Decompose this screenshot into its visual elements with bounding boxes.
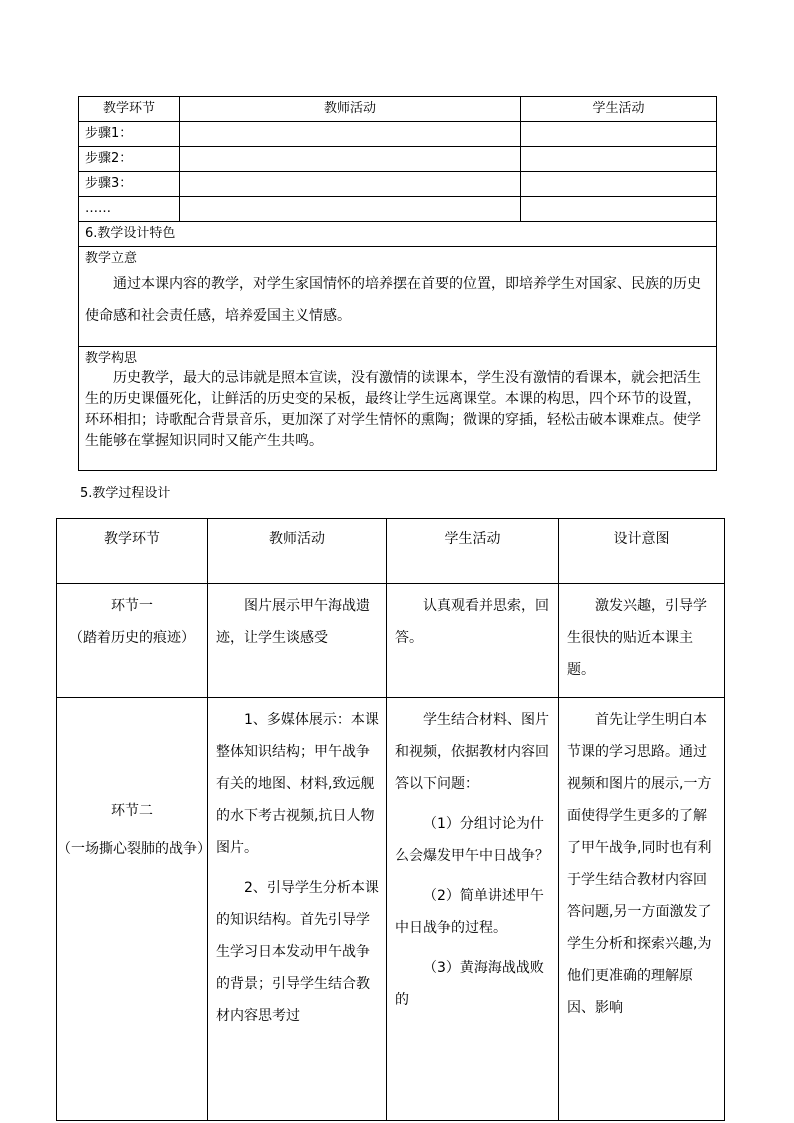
teacher-activity-item: 1、多媒体展示：本课整体知识结构；甲午战争有关的地图、材料,致远舰的水下考古视频,抗日人物图片。: [216, 712, 379, 856]
table-row: [57, 698, 725, 1121]
header-student-activity: 学生活动: [521, 97, 717, 122]
student-activity-item: 学生结合材料、图片和视频，依据教材内容回答以下问题：: [395, 712, 549, 792]
header-stage: 教学环节: [57, 519, 208, 584]
teaching-intent-text: 通过本课内容的教学，对学生家国情怀的培养摆在首要的位置，即培养学生对国家、民族的历史使命感和社会责任感，培养爱国主义情感。: [85, 276, 701, 324]
table-row: [79, 247, 717, 347]
stage-cell: [57, 698, 211, 1121]
stage-cell: [57, 584, 208, 698]
table-row: [79, 347, 717, 471]
teacher-activity-cell: 图片展示甲午海战遗迹，让学生谈感受: [208, 584, 387, 698]
header-stage: 教学环节: [79, 97, 180, 122]
step-label: 步骤1：: [79, 122, 180, 147]
teaching-concept-cell: [79, 347, 717, 471]
header-teacher-activity: 教师活动: [180, 97, 521, 122]
table-header-row: [79, 97, 717, 122]
table-row: [57, 584, 725, 698]
table-row: [79, 197, 717, 222]
teaching-intent-cell: [79, 247, 717, 347]
teaching-concept-text: 历史教学，最大的忌讳就是照本宣读，没有激情的读课本，学生没有激情的看课本，就会把活生生的历史课僵死化，让鲜活的历史变的呆板，最终让学生远离课堂。本课的构思，四个环节的设置，环环相扣；诗歌配合背景音乐，更加深了对学生情怀的熏陶；微课的穿插，轻松击破本课难点。使学生能够在掌握知识同时又能产生共鸣。: [85, 370, 701, 449]
design-features-heading: 6.教学设计特色: [79, 222, 717, 247]
teaching-concept-title: 教学构思: [85, 351, 138, 366]
table-row: [79, 147, 717, 172]
teacher-activity-cell: [208, 698, 387, 1121]
student-activity-cell: 认真观看并思索，回答。: [387, 584, 559, 698]
stage-name: 环节一: [111, 598, 153, 614]
teacher-activity-item: 2、引导学生分析本课的知识结构。首先引导学生学习日本发动甲午战争的背景；引导学生结合教材内容思考过: [216, 880, 379, 1024]
stage-subtitle: （一场撕心裂肺的战争）: [57, 841, 211, 857]
table-row: [79, 222, 717, 247]
student-activity-item: （2）简单讲述甲午中日战争的过程。: [395, 888, 544, 936]
step-label: 步骤3：: [79, 172, 180, 197]
student-activity-item: （1）分组讨论为什么会爆发甲午中日战争？: [395, 816, 549, 864]
step-label: ……: [79, 197, 180, 222]
design-intent-text: 首先让学生明白本节课的学习思路。通过视频和图片的展示,一方面使得学生更多的了解了甲午战争,同时也有利于学生结合教材内容回答问题,另一方面激发了学生分析和探索兴趣,为他们更准确的理解原因、影响: [567, 712, 712, 1016]
header-teacher-activity: 教师活动: [208, 519, 387, 584]
teaching-process-table: [56, 518, 725, 1121]
stage-subtitle: （踏着历史的痕迹）: [69, 630, 195, 646]
teaching-intent-title: 教学立意: [85, 251, 138, 266]
table-header-row: [57, 519, 725, 584]
section-heading: 5.教学过程设计: [80, 486, 171, 501]
design-intent-cell: [559, 698, 725, 1121]
student-activity-cell: [387, 698, 559, 1121]
teaching-steps-table: [78, 96, 717, 471]
design-intent-cell: 激发兴趣，引导学生很快的贴近本课主题。: [559, 584, 725, 698]
table-row: [79, 122, 717, 147]
header-student-activity: 学生活动: [387, 519, 559, 584]
table-row: [79, 172, 717, 197]
step-label: 步骤2：: [79, 147, 180, 172]
student-activity-item: （3）黄海海战战败的: [395, 960, 544, 1008]
header-design-intent: 设计意图: [559, 519, 725, 584]
stage-name: 环节二: [111, 803, 153, 819]
